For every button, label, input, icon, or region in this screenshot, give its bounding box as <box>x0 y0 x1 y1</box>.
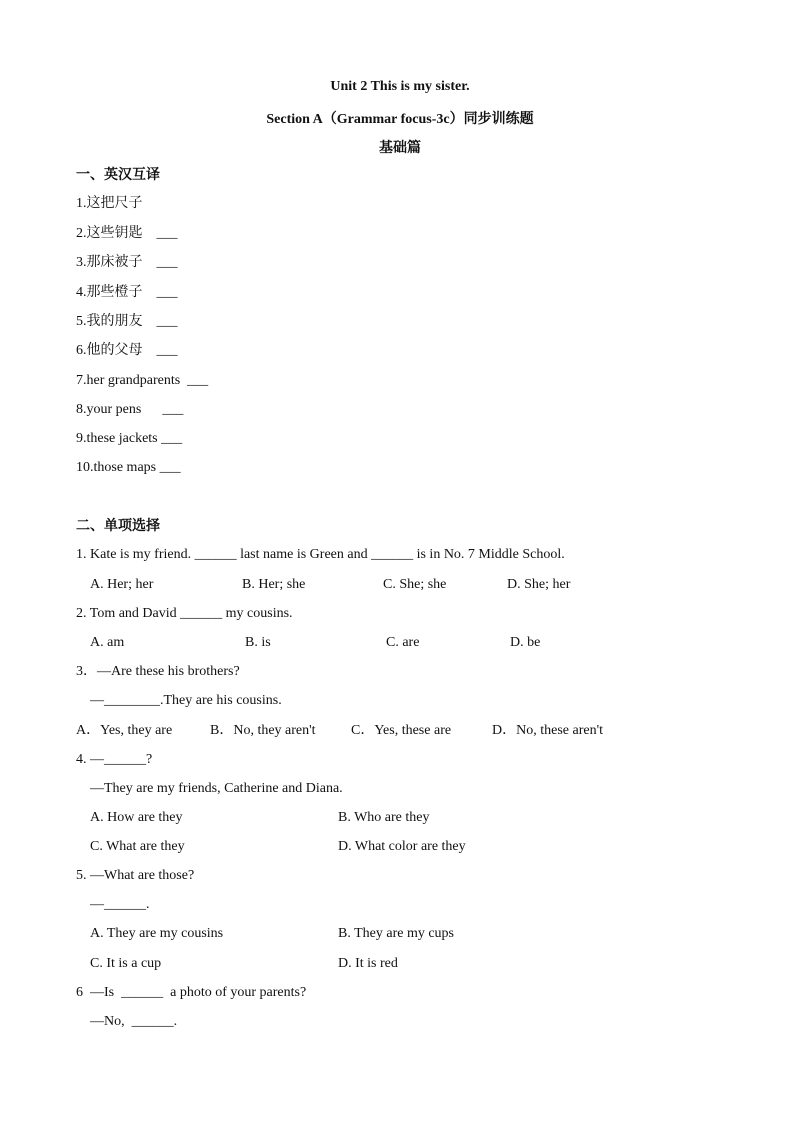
part1-item: 5.我的朋友 ___ <box>76 314 178 329</box>
part1-item: 9.these jackets ___ <box>76 431 183 446</box>
option-b: B. Her; she <box>242 577 306 592</box>
part1-item: 2.这些钥匙 ___ <box>76 226 178 241</box>
option-b: B. They are my cups <box>338 926 454 941</box>
option-c: C．Yes, these are <box>351 723 452 738</box>
question-stem: 2. Tom and David ______ my cousins. <box>76 606 293 621</box>
question-reply: —They are my friends, Catherine and Diana. <box>90 781 343 796</box>
part1-item: 6.他的父母 ___ <box>76 343 178 358</box>
question-stem: 4. —______? <box>76 752 153 767</box>
option-d: D. She; her <box>507 577 571 592</box>
option-c: C. are <box>386 635 420 650</box>
option-a: A. They are my cousins <box>90 926 224 941</box>
option-d: D. be <box>510 635 541 650</box>
part1-heading: 一、英汉互译 <box>76 167 160 183</box>
option-c: C. What are they <box>90 839 185 854</box>
option-c: C. It is a cup <box>90 956 162 971</box>
option-a: A. Her; her <box>90 577 154 592</box>
option-c: C. She; she <box>383 577 447 592</box>
part1-item: 10.those maps ___ <box>76 460 181 475</box>
part1-item: 4.那些橙子 ___ <box>76 285 178 300</box>
question-stem: 3．—Are these his brothers? <box>76 664 240 679</box>
question-reply: —______. <box>90 897 150 912</box>
part1-item: 8.your pens ___ <box>76 402 184 417</box>
part2-heading: 二、单项选择 <box>76 518 160 534</box>
option-b: B．No, they aren't <box>210 723 316 738</box>
unit-title: Unit 2 This is my sister. <box>330 79 470 94</box>
option-b: B. Who are they <box>338 810 430 825</box>
option-a: A. am <box>90 635 125 650</box>
option-d: D. What color are they <box>338 839 466 854</box>
section-title: Section A（Grammar focus-3c）同步训练题 <box>266 112 534 127</box>
option-d: D．No, these aren't <box>492 723 603 738</box>
question-stem: 6 —Is ______ a photo of your parents? <box>76 985 307 1000</box>
option-a: A．Yes, they are <box>76 723 173 738</box>
option-a: A. How are they <box>90 810 183 825</box>
level-title: 基础篇 <box>379 141 421 156</box>
question-stem: 1. Kate is my friend. ______ last name is Green and ______ is in No. 7 Middle School. <box>76 547 565 562</box>
part1-item: 1.这把尺子 <box>76 196 143 211</box>
question-reply: —No, ______. <box>90 1014 178 1029</box>
part1-item: 3.那床被子 ___ <box>76 255 178 270</box>
question-reply: —________.They are his cousins. <box>90 693 282 708</box>
option-b: B. is <box>245 635 271 650</box>
part1-item: 7.her grandparents ___ <box>76 373 209 388</box>
option-d: D. It is red <box>338 956 398 971</box>
question-stem: 5. —What are those? <box>76 868 195 883</box>
